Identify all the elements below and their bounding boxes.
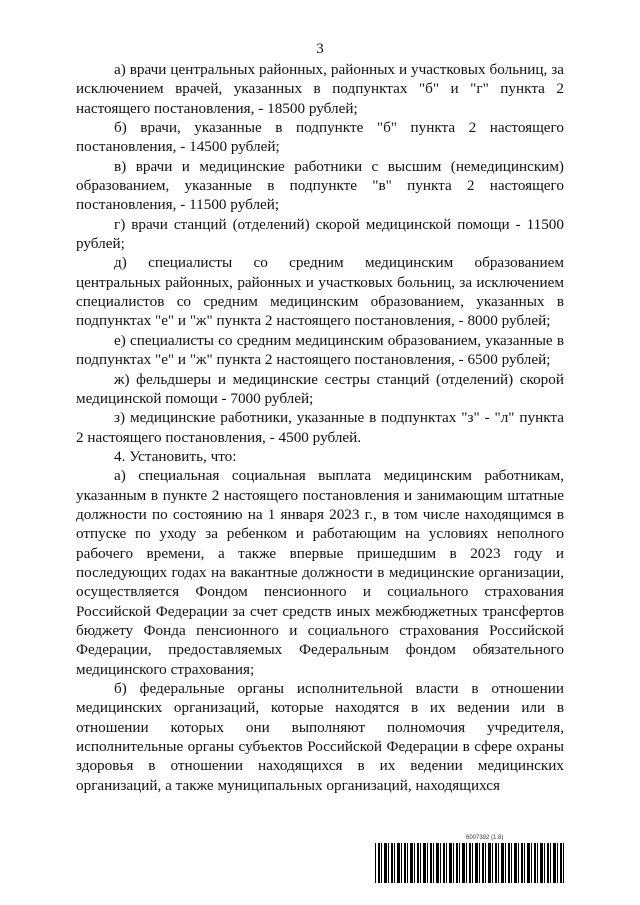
document-code: 6007392 (1.8) [466,835,504,841]
barcode [375,843,565,883]
paragraph-3v-higher-education-workers: в) врачи и медицинские работники с высшим (немедицинским) образованием, указанные в подпункте "в" пункта 2 настоящего постановления, - 11500 рублей; [76,157,564,214]
paragraph-3a-doctors-district-hospitals: а) врачи центральных районных, районных и участковых больниц, за исключением врачей, указанных в подпунктах "б" и "г" пункта 2 настоящего постановления, - 18500 рублей; [76,61,564,117]
paragraph-3zh-paramedics: ж) фельдшеры и медицинские сестры станций (отделений) скорой медицинской помощи - 7000 рублей; [76,370,564,407]
paragraph-3d-secondary-specialists: д) специалисты со средним медицинским образованием центральных районных, районных и участковых больниц, за исключением специалистов со средним медицинским образованием, указанных в подпунктах "е" и "ж" пункта 2 настоящего постановления, - 8000 рублей; [76,254,564,330]
paragraph-3g-ambulance-doctors: г) врачи станций (отделений) скорой медицинской помощи - 11500 рублей; [76,215,564,253]
paragraph-4a-payment-source: а) специальная социальная выплата медицинским работникам, указанным в пункте 2 настоящего постановления и занимающим штатные должности по состоянию на 1 января 2023 г., в том числе находящимся в отпуске по уходу за ребенком и работающим на условиях неполного рабочего времени, а также впервые пришедшим в 2023 году и последующих годах на вакантные должности в медицинские организации, осуществляется Фондом пенсионного и социального страхования Российской Федерации за счет средств иных межбюджетных трансфертов бюджету Фонда пенсионного и социального страхования Российской Федерации, предоставляемых Федеральным фондом обязательного медицинского страхования; [76,467,564,678]
page-number: 3 [316,41,324,57]
paragraph-4b-federal-bodies: б) федеральные органы исполнительной власти в отношении медицинских организаций, которые находятся в их ведении или в отношении которых они выполняют полномочия учредителя, исполнительные органы субъектов Российской Федерации в сфере охраны здоровья в отношении находящихся в их ведении медицинских организаций, а также муниципальных организаций, находящихся [76,680,564,794]
paragraph-3b-doctors: б) врачи, указанные в подпункте "б" пункта 2 настоящего постановления, - 14500 рублей; [76,119,564,156]
document-body [76,60,564,795]
paragraph-3z-medical-workers: з) медицинские работники, указанные в подпунктах "з" - "л" пункта 2 настоящего постановления, - 4500 рублей. [76,409,564,446]
paragraph-3e-secondary-specialists: е) специалисты со средним медицинским образованием, указанные в подпунктах "е" и "ж" пункта 2 настоящего постановления, - 6500 рублей; [76,331,564,369]
paragraph-4-heading: 4. Установить, что: [114,447,237,465]
